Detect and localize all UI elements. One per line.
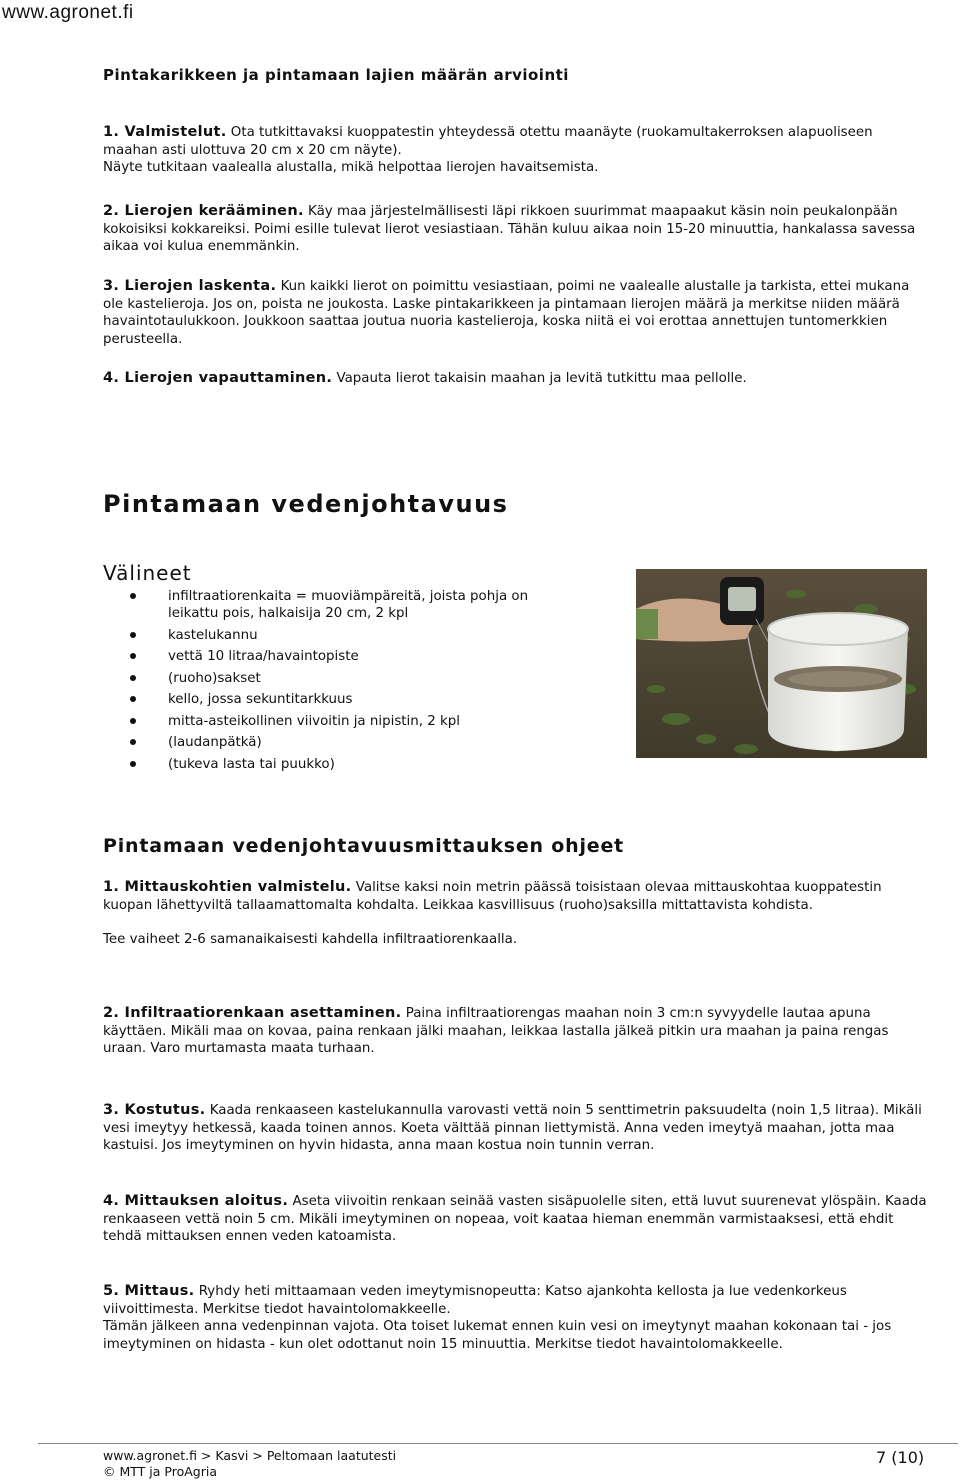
tools-list bbox=[130, 588, 580, 777]
step-text: Ryhdy heti mittaamaan veden imeytymisnopeutta: Katso ajankohta kellosta ja lue vedenkorkeus viivoittimesta. Merkitse tiedot havaintolomakkeelle. bbox=[103, 1284, 847, 1317]
step-lead: 4. Mittauksen aloitus. bbox=[103, 1193, 289, 1209]
section3-heading: Pintamaan vedenjohtavuusmittauksen ohjeet bbox=[103, 835, 625, 857]
section1-step-1 bbox=[103, 124, 930, 177]
step-lead: 3. Kostutus. bbox=[103, 1102, 206, 1118]
tools-list-item: (laudanpätkä) bbox=[130, 734, 580, 751]
tools-list-item: mitta-asteikollinen viivoitin ja nipistin, 2 kpl bbox=[130, 713, 580, 730]
tools-list-item: vettä 10 litraa/havaintopiste bbox=[130, 648, 580, 665]
section1-step-2 bbox=[103, 203, 930, 256]
step-text: Vapauta lierot takaisin maahan ja levitä tutkittu maa pellolle. bbox=[332, 371, 747, 386]
step-text: Ota tutkittavaksi kuoppatestin yhteydessä otettu maanäyte (ruokamultakerroksen alapuoliseen maahan asti ulottuva 20 cm x 20 cm näyte). bbox=[103, 125, 873, 158]
section1-step-3 bbox=[103, 278, 930, 348]
tools-list-item: kello, jossa sekuntitarkkuus bbox=[130, 691, 580, 708]
tools-list-item: kastelukannu bbox=[130, 627, 580, 644]
step-lead: 5. Mittaus. bbox=[103, 1283, 195, 1299]
step-lead: 1. Valmistelut. bbox=[103, 124, 227, 140]
section3-step-3 bbox=[103, 1102, 930, 1155]
step-lead: 2. Lierojen kerääminen. bbox=[103, 203, 304, 219]
step-lead: 2. Infiltraatiorenkaan asettaminen. bbox=[103, 1005, 402, 1021]
step-extra: Tee vaiheet 2-6 samanaikaisesti kahdella infiltraatiorenkaalla. bbox=[103, 932, 518, 947]
footer-breadcrumb: www.agronet.fi > Kasvi > Peltomaan laatutesti bbox=[103, 1448, 397, 1463]
tools-heading: Välineet bbox=[103, 561, 192, 585]
section3-step-2 bbox=[103, 1005, 930, 1058]
section3-step-1 bbox=[103, 879, 930, 949]
section3-step-5 bbox=[103, 1283, 930, 1353]
step-text: Valitse kaksi noin metrin päässä toisistaan olevaa mittauskohtaa kuoppatestin kuopan lähettyviltä tallaamattomalta kohdalta. Leikkaa kasvillisuus (ruoho)saksilla mittattavista kohdista. bbox=[103, 880, 882, 913]
footer-left bbox=[103, 1448, 396, 1480]
page-number: 7 (10) bbox=[876, 1448, 925, 1467]
footer-copyright: © MTT ja ProAgria bbox=[103, 1464, 217, 1479]
tools-list-item: (tukeva lasta tai puukko) bbox=[130, 756, 580, 773]
step-lead: 3. Lierojen laskenta. bbox=[103, 278, 277, 294]
step-text: Kun kaikki lierot on poimittu vesiastiaan, poimi ne vaalealle alustalle ja tarkista, ettei mukana ole kastelieroja. Jos on, poista ne joukosta. Laske pintakarikkeen ja pintamaan lierojen määrä ja merkitse niiden määrä havaintotaulukkoon. Joukkoon saattaa joutua nuoria kastelieroja, koska niitä ei voi erottaa annettujen tuntomerkkien perusteella. bbox=[103, 279, 910, 347]
section1-heading: Pintakarikkeen ja pintamaan lajien määrän arviointi bbox=[103, 66, 569, 84]
step-extra: Näyte tutkitaan vaalealla alustalla, mikä helpottaa lierojen havaitsemista. bbox=[103, 160, 599, 175]
step-text: Aseta viivoitin renkaan seinää vasten sisäpuolelle siten, että luvut suurenevat ylöspäin. Kaada renkaaseen vettä noin 5 cm. Mikäli imeytyminen on nopeaa, voit kaataa hieman enemmän varmistaaksesi, että ehdit tehdä mittauksen ennen veden katoamista. bbox=[103, 1194, 927, 1244]
step-text: Paina infiltraatiorengas maahan noin 3 cm:n syvyydelle lautaa apuna käyttäen. Mikäli maa on kovaa, paina renkaan jälki maahan, leikkaa lastalla jälkeä pitkin ura maahan ja paina rengas uraan. Varo murtamasta maata turhaan. bbox=[103, 1006, 889, 1056]
tools-list-item: (ruoho)sakset bbox=[130, 670, 580, 687]
section2-title: Pintamaan vedenjohtavuus bbox=[103, 490, 509, 518]
site-url-header: www.agronet.fi bbox=[2, 2, 134, 23]
step-text: Kaada renkaaseen kastelukannulla varovasti vettä noin 5 senttimetrin paksuudelta (noin 1,5 litraa). Mikäli vesi imeytyy hetkessä, kaada toinen annos. Koeta välttää pinnan liettymistä. Anna veden imeytyä maahan, jotta maa kastuisi. Jos imeytyminen on hyvin hidasta, anna maan kostua noin tunnin verran. bbox=[103, 1103, 922, 1153]
step-lead: 4. Lierojen vapauttaminen. bbox=[103, 370, 333, 386]
tools-list-item: infiltraatiorenkaita = muoviämpäreitä, joista pohja on leikattu pois, halkaisija 20 cm, 2 kpl bbox=[130, 588, 548, 622]
step-text: Käy maa järjestelmällisesti läpi rikkoen suurimmat maapaakut käsin noin peukalonpään kokoisiksi kokkareiksi. Poimi esille tulevat lierot vesiastiaan. Tähän kuluu aikaa noin 15-20 minuuttia, hankalassa savessa aikaa voi kulua enemmänkin. bbox=[103, 204, 916, 254]
step-extra: Tämän jälkeen anna vedenpinnan vajota. Ota toiset lukemat ennen kuin vesi on imeytynyt maahan kokonaan tai - jos imeytyminen on hidasta - kun olet odottanut noin 15 minuuttia. Merkitse tiedot havaintolomakkeelle. bbox=[103, 1319, 892, 1352]
section3-step-4 bbox=[103, 1193, 930, 1246]
section1-step-4 bbox=[103, 370, 930, 388]
infiltration-ring-photo bbox=[636, 569, 927, 758]
footer-divider bbox=[38, 1443, 958, 1444]
step-lead: 1. Mittauskohtien valmistelu. bbox=[103, 879, 352, 895]
